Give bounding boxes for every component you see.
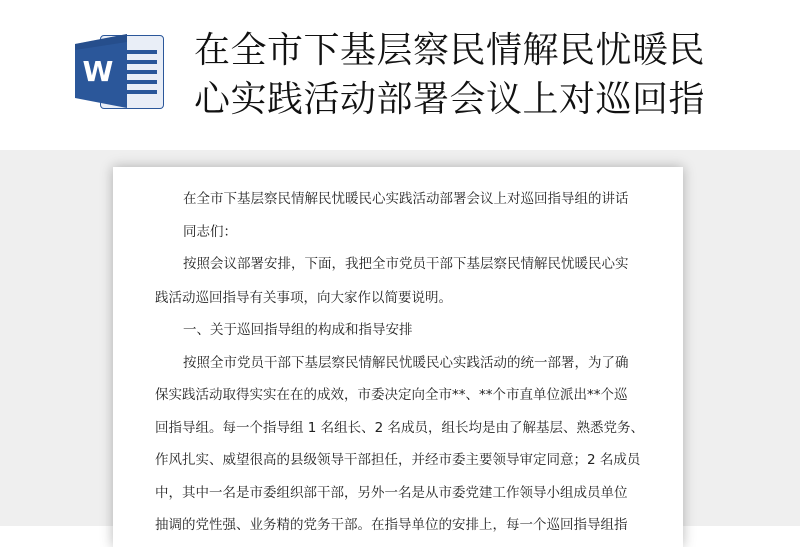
doc-paragraph-line: 按照会议部署安排，下面，我把全市党员干部下基层察民情解民忧暖民心实: [183, 256, 629, 272]
doc-heading: 在全市下基层察民情解民忧暖民心实践活动部署会议上对巡回指导组的讲话: [183, 191, 629, 207]
page-title: [194, 26, 794, 124]
doc-section-heading: 一、关于巡回指导组的构成和指导安排: [183, 322, 413, 338]
doc-paragraph-line: 中，其中一名是市委组织部干部，另外一名是从市委党建工作领导小组成员单位: [155, 485, 628, 501]
doc-paragraph-line: 保实践活动取得实实在在的成效，市委决定向全市**、**个市直单位派出**个巡: [155, 387, 628, 403]
header: [0, 0, 800, 150]
doc-paragraph-line: 作风扎实、威望很高的县级领导干部担任，并经市委主要领导审定同意；2 名成员: [155, 452, 641, 468]
doc-paragraph-line: 抽调的党性强、业务精的党务干部。在指导单位的安排上，每一个巡回指导组指: [155, 517, 628, 533]
doc-paragraph-line: 按照全市党员干部下基层察民情解民忧暖民心实践活动的统一部署，为了确: [183, 355, 629, 371]
doc-paragraph-line: 践活动巡回指导有关事项，向大家作以简要说明。: [155, 290, 452, 306]
title-line-2: 心实践活动部署会议上对巡回指: [194, 79, 706, 120]
title-line-1: 在全市下基层察民情解民忧暖民: [194, 30, 706, 71]
doc-salutation: 同志们：: [183, 224, 237, 240]
doc-paragraph-line: 回指导组。每一个指导组 1 名组长、2 名成员，组长均是由了解基层、熟悉党务、: [155, 420, 645, 436]
word-icon-letter: W: [82, 55, 114, 88]
document-page: [113, 167, 683, 547]
word-document-icon: [75, 32, 165, 110]
